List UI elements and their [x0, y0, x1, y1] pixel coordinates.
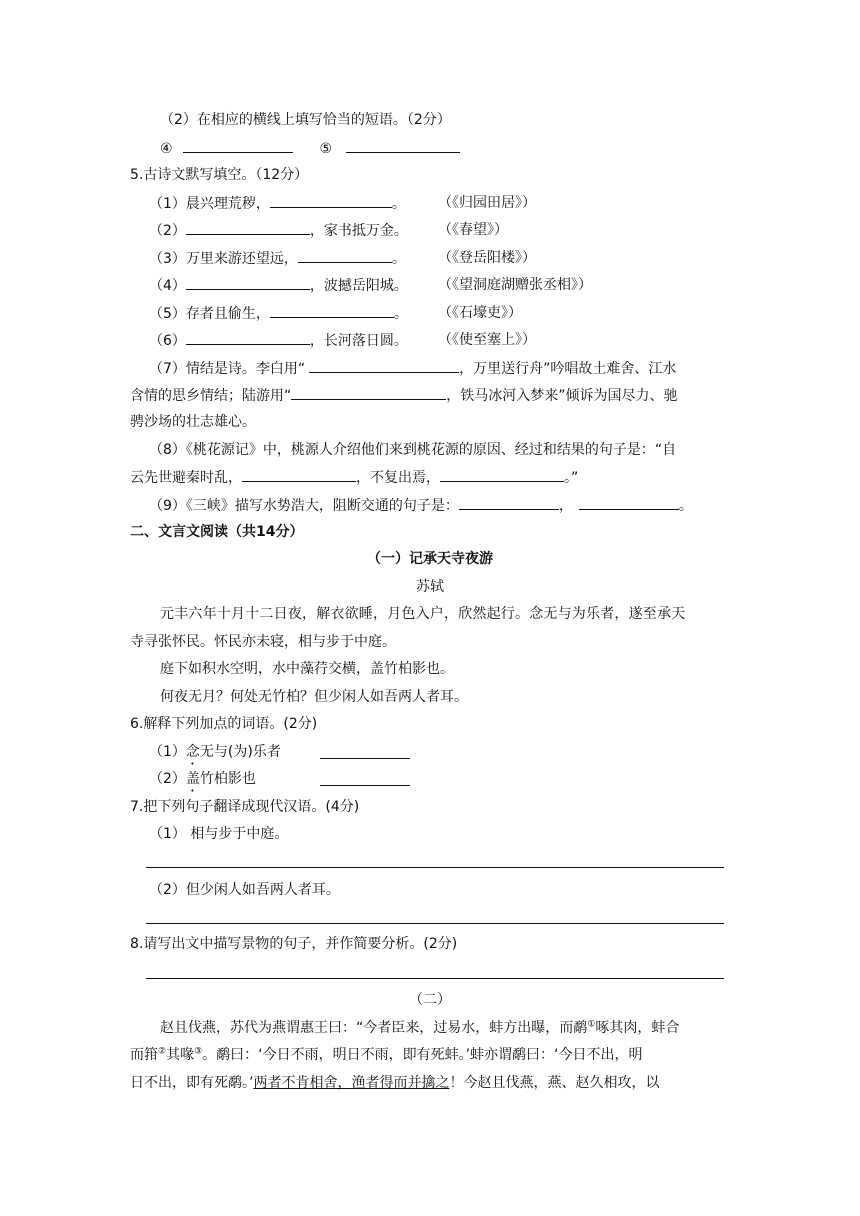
- blank-q6-1[interactable]: [320, 744, 410, 759]
- dotted-word-nian: 念: [185, 744, 200, 760]
- blank-5[interactable]: [346, 138, 460, 153]
- q5-item-9: （9）《三峡》描写水势浩大，阻断交通的句子是： ， 。: [149, 495, 693, 516]
- q6-title: 6.解释下列加点的词语。(2分): [130, 716, 318, 732]
- answer-line-q7-1[interactable]: [146, 867, 724, 868]
- q4-sub2-prompt: （2）在相应的横线上填写恰当的短语。（2分）: [160, 112, 451, 128]
- passage2-line3: 日不出，即有死鹬。’两者不肯相舍，渔者得而并擒之！今赵且伐燕，燕、赵久相攻，以: [130, 1075, 660, 1091]
- q4-blank-row: [160, 138, 460, 159]
- passage2-title: （二）: [409, 992, 451, 1008]
- blank-q5-2[interactable]: [186, 220, 310, 235]
- passage1-author: 苏轼: [416, 579, 444, 595]
- blank-q5-3[interactable]: [298, 248, 392, 263]
- footnote-2: ②: [158, 1046, 167, 1057]
- blank-q5-8b[interactable]: [440, 467, 564, 482]
- q5-item-2: （2） ，家书抵万金。: [149, 220, 408, 241]
- q5-item-8-line1: （8）《桃花源记》中，桃源人介绍他们来到桃花源的原因、经过和结果的句子是：“自: [149, 442, 677, 458]
- q5-item-7-line3: 骋沙场的壮志雄心。: [130, 414, 256, 430]
- q7-item-1: （1） 相与步于中庭。: [149, 826, 289, 842]
- q5-source-1: （《归园田居》）: [438, 195, 536, 211]
- q5-title: 5.古诗文默写填空。（12分）: [130, 167, 309, 183]
- q5-item-7-line2: 含情的思乡情结；陆游用“ ，铁马冰河入梦来”倾诉为国尽力、驰: [130, 385, 678, 406]
- q5-item-3: （3）万里来游还望远， 。: [149, 248, 406, 269]
- answer-line-q7-2[interactable]: [146, 923, 724, 924]
- passage1-p2: 庭下如积水空明，水中藻荇交横，盖竹柏影也。: [160, 661, 454, 677]
- q5-item-6: （6） ，长河落日圆。: [149, 330, 408, 351]
- blank-q5-7b[interactable]: [291, 385, 446, 400]
- mark-5: ⑤: [319, 141, 333, 157]
- answer-line-q8[interactable]: [146, 978, 724, 979]
- q5-item-1: （1）晨兴理荒秽， 。: [149, 193, 406, 214]
- passage2-line2: 而箝②其喙③。鹬曰：‘今日不雨，明日不雨，即有死蚌。’蚌亦谓鹬曰：‘今日不出，明: [130, 1046, 643, 1063]
- q8-title: 8.请写出文中描写景物的句子，并作简要分析。(2分): [130, 936, 458, 952]
- q5-source-4: （《望洞庭湖赠张丞相》）: [438, 277, 592, 293]
- q5-item-5: （5）存者且偷生， 。: [149, 303, 408, 324]
- q5-source-2: （《春望》）: [438, 222, 508, 238]
- q5-item-8-line2: 云先世避秦时乱， ，不复出焉， 。”: [130, 467, 578, 488]
- q6-item-1: （1）念无与(为)乐者: [149, 744, 281, 760]
- passage1-p1-line1: 元丰六年十月十二日夜，解衣欲睡，月色入户，欣然起行。念无与为乐者，遂至承天: [160, 606, 686, 622]
- mark-4: ④: [160, 141, 173, 157]
- underlined-sentence: 两者不肯相舍，渔者得而并擒之: [253, 1075, 450, 1091]
- q5-source-5: （《石壕吏》）: [438, 305, 522, 321]
- q5-item-4: （4） ，波撼岳阳城。: [149, 275, 408, 296]
- q5-item-7-line1: （7）情结是诗。李白用“ ，万里送行舟”吟唱故土难舍、江水: [149, 358, 676, 379]
- dotted-word-gai: 盖: [185, 771, 200, 787]
- blank-q5-5[interactable]: [270, 303, 394, 318]
- footnote-1: ①: [587, 1019, 596, 1030]
- q6-item-2: （2）盖竹柏影也: [149, 771, 256, 787]
- section2-title: 二、文言文阅读（共14分）: [130, 524, 304, 540]
- blank-q5-7a[interactable]: [309, 358, 459, 373]
- q5-source-3: （《登岳阳楼》）: [438, 250, 536, 266]
- blank-q5-8a[interactable]: [242, 467, 356, 482]
- blank-q5-9a[interactable]: [459, 495, 559, 510]
- passage1-p3: 何夜无月？何处无竹柏？但少闲人如吾两人者耳。: [160, 689, 468, 705]
- blank-q5-4[interactable]: [186, 275, 310, 290]
- blank-q5-1[interactable]: [270, 193, 392, 208]
- q5-source-6: （《使至塞上》）: [438, 332, 536, 348]
- blank-q5-6[interactable]: [186, 330, 310, 345]
- passage2-line1: 赵且伐燕，苏代为燕谓惠王曰：“今者臣来，过易水，蚌方出曝，而鹬①啄其肉，蚌合: [160, 1019, 680, 1036]
- footnote-3: ③: [194, 1046, 203, 1057]
- passage1-title: （一）记承天寺夜游: [367, 551, 493, 567]
- passage1-p1-line2: 寺寻张怀民。怀民亦未寝，相与步于中庭。: [130, 634, 396, 650]
- blank-q6-2[interactable]: [320, 771, 410, 786]
- q7-item-2: （2）但少闲人如吾两人者耳。: [149, 882, 340, 898]
- q7-title: 7.把下列句子翻译成现代汉语。(4分): [130, 799, 360, 815]
- blank-4[interactable]: [183, 138, 293, 153]
- blank-q5-9b[interactable]: [579, 495, 679, 510]
